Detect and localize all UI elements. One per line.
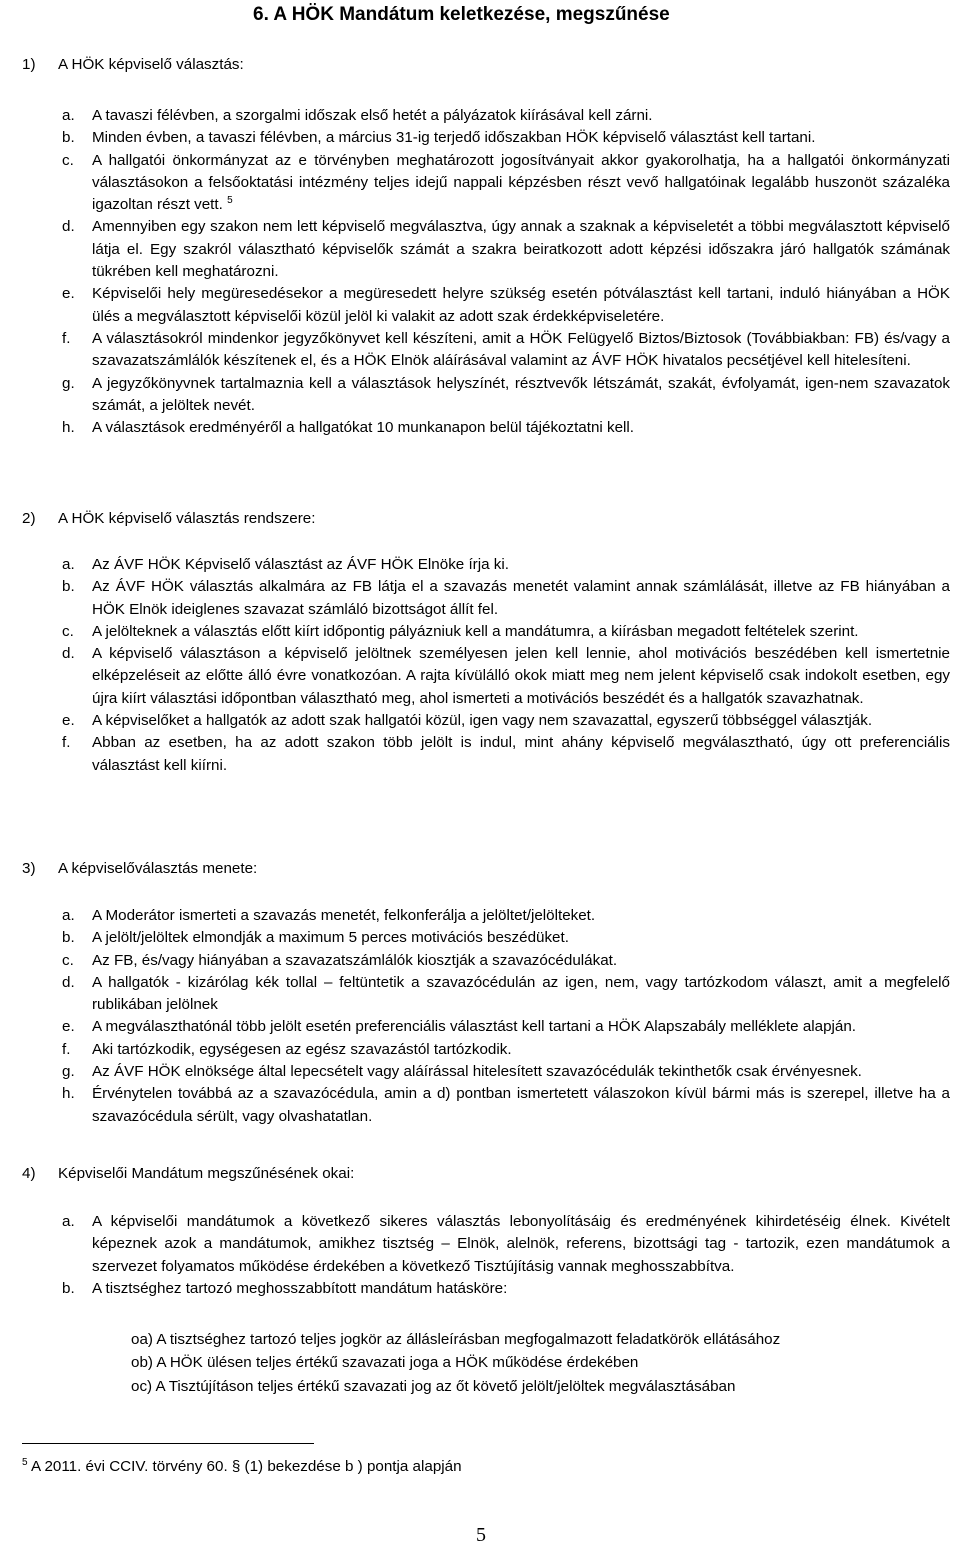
list-item [62,950,950,972]
item-text: Aki tartózkodik, egységesen az egész szavazástól tartózkodik. [92,1040,512,1058]
section-title: A képviselőválasztás menete: [58,860,258,877]
sub-list [131,1328,780,1398]
list-item [62,127,950,149]
section-number: 1) [22,56,36,73]
section-1-list [62,105,950,439]
list-item [62,643,950,710]
list-item [62,1211,950,1278]
item-letter: b. [62,1279,75,1297]
list-item [62,621,950,643]
item-letter: d. [62,973,75,991]
section-number: 4) [22,1165,36,1182]
item-letter: f. [62,734,71,752]
list-item [62,1016,950,1038]
item-letter: h. [62,419,75,437]
item-text: A képviselői mandátumok a következő sikeres választás lebonyolításáig és eredményének kihirdetéséig élnek. Kivételt képeznek azok a mandátumok, amikhez tisztség – Elnök, alelnök, referens, bizottsági tag - tartozik, ezen mandátumok a szervezet folyamatos működése érdekében a következő Tisztújításig vannak meghosszabbítva. [92,1213,950,1275]
list-item [62,1039,950,1061]
list-item [62,216,950,283]
item-text: A jelölteknek a választás előtt kiírt időpontig pályázniuk kell a mandátumra, a kiírásban megadott feltételek szerint. [92,622,859,640]
item-letter: a. [62,107,75,124]
item-text: A jelölt/jelöltek elmondják a maximum 5 perces motivációs beszédüket. [92,929,569,947]
page-number: 5 [476,1524,486,1546]
item-letter: e. [62,1018,75,1036]
item-text-body: A hallgatói önkormányzat az e törvényben meghatározott jogosítványait akkor gyakorolhatja, ha a hallgatói önkormányzati választásokon a felsőoktatási intézmény teljes idejű nappali képzésben részt vevő hallgatóinak legalább huszonöt százaléka igazoltan részt vett. [92,151,950,214]
section-4-list [62,1211,950,1300]
item-text: A tisztséghez tartozó meghosszabbított mandátum hatásköre: [92,1279,508,1297]
item-letter: g. [62,1063,75,1081]
section-4-title [22,1165,354,1182]
list-item [62,1083,950,1128]
section-3-list [62,905,950,1128]
list-item [62,1278,950,1300]
item-text: Minden évben, a tavaszi félévben, a március 31-ig terjedő időszakban HÖK képviselő választást kell tartani. [92,129,816,147]
footnote-mark: 5 [22,1456,28,1468]
section-number: 2) [22,510,36,527]
item-letter: g. [62,374,75,392]
item-text: Amennyiben egy szakon nem lett képviselő megválasztva, úgy annak a szaknak a képviseletét a többi megválasztott képviselő látja el. Egy szakról választható képviselők számát a szakra beiratkozott adott képzési időszakra járó hallgatók számának tükrében kell meghatározni. [92,218,950,281]
item-text: A jegyzőkönyvnek tartalmaznia kell a választások helyszínét, résztvevők létszámát, szakát, évfolyamát, igen-nem szavazatok számát, a jelöltek nevét. [92,374,950,414]
item-letter: a. [62,1213,75,1230]
item-letter: e. [62,712,75,730]
item-letter: d. [62,218,75,236]
list-item [62,732,950,777]
item-letter: c. [62,951,74,969]
footnote [22,1458,462,1475]
item-letter: a. [62,907,75,924]
section-2-list [62,554,950,777]
item-letter: d. [62,645,75,663]
item-letter: h. [62,1085,75,1103]
item-text [92,150,950,217]
list-item [62,105,950,127]
list-item [62,972,950,1017]
footnote-reference: 5 [227,195,233,207]
item-letter: f. [62,329,71,347]
item-text: A megválaszthatónál több jelölt esetén preferenciális választást kell tartani a HÖK Alapszabály melléklete alapján. [92,1018,857,1036]
sub-list-item: oa) A tisztséghez tartozó teljes jogkör az állásleírásban megfogalmazott feladatkörök ellátásához [131,1331,781,1348]
item-letter: b. [62,129,75,147]
sub-list-item: ob) A HÖK ülésen teljes értékű szavazati joga a HÖK működése érdekében [131,1354,639,1372]
item-letter: f. [62,1040,71,1058]
footnote-separator [22,1443,314,1444]
list-item [62,905,950,927]
list-item [62,417,950,439]
item-text: Abban az esetben, ha az adott szakon több jelölt is indul, mint ahány képviselő megválasztható, úgy ott preferenciális választást kell kiírni. [92,734,950,774]
list-item [62,927,950,949]
list-item [62,576,950,621]
section-title: A HÖK képviselő választás rendszere: [58,510,316,527]
section-number: 3) [22,860,36,877]
section-3-title [22,860,257,877]
item-text: A képviselő választáson a képviselő jelöltnek személyesen jelen kell lennie, ahol motivációs beszédében kell ismertetnie elképzeléseit az előtte álló évre vonatkozóan. A rajta kívülálló okok miatt meg nem jelent képviselő csak indokolt esetben, egy újra kiírt választási időpontban választható meg, ahol ismerteti a motivációs beszédét és a hallgatók szavazhatnak. [92,645,950,707]
item-text: Az FB, és/vagy hiányában a szavazatszámlálók kiosztják a szavazócédulákat. [92,951,618,969]
item-text: A képviselőket a hallgatók az adott szak hallgatói közül, igen vagy nem szavazattal, egyszerű többséggel választják. [92,712,873,730]
item-text: Érvénytelen továbbá az a szavazócédula, amin a d) pontban ismertetett válaszokon kívül bármi más is szerepel, illetve ha a szavazócédula sérült, vagy olvashatatlan. [92,1085,950,1125]
list-item [62,1061,950,1083]
list-item [62,328,950,373]
item-text: A választások eredményéről a hallgatókat 10 munkanapon belül tájékoztatni kell. [92,419,635,437]
item-letter: b. [62,578,75,596]
item-text: A Moderátor ismerteti a szavazás menetét, felkonferálja a jelöltet/jelölteket. [92,907,596,924]
section-1-title [22,56,244,73]
item-letter: c. [62,151,74,169]
item-letter: e. [62,285,75,303]
list-item [62,373,950,418]
item-letter: c. [62,622,74,640]
list-item [62,554,950,576]
footnote-text: A 2011. évi CCIV. törvény 60. § (1) bekezdése b ) pontja alapján [30,1458,462,1475]
item-text: Az ÁVF HÖK választás alkalmára az FB látja el a szavazás menetét valamint annak számlálását, illetve az FB hiányában a HÖK Elnök ideiglenes szavazat számláló bizottságot állít fel. [92,578,950,618]
item-text: A hallgatók - kizárólag kék tollal – feltüntetik a szavazócédulán az igen, nem, vagy tartózkodom választ, amit a megfelelő rublikában jelölnek [92,973,950,1014]
item-text: A választásokról mindenkor jegyzőkönyvet kell készíteni, amit a HÖK Felügyelő Biztos/Biztosok (Továbbiakban: FB) és/vagy a szavazatszámlálók készítenek el, és a HÖK Elnök aláírásával valamint az ÁVF HÖK hivatalos pecsétjével kell hitelesíteni. [92,329,950,370]
item-text: A tavaszi félévben, a szorgalmi időszak első hetét a pályázatok kiírásával kell zárni. [92,107,653,124]
item-text: Képviselői hely megüresedésekor a megüresedett helyre szükség esetén pótválasztást kell tartani, induló hiányában a HÖK ülés a megválasztott képviselői közül jelöl ki valakit az adott szak érdekképviseletére. [92,285,950,325]
list-item [62,283,950,328]
item-text: Az ÁVF HÖK Képviselő választást az ÁVF HÖK Elnöke írja ki. [92,556,509,573]
section-title: Képviselői Mandátum megszűnésének okai: [58,1165,355,1182]
item-letter: b. [62,929,75,947]
section-2-title [22,510,315,527]
list-item [62,710,950,732]
list-item [62,150,950,217]
item-text: Az ÁVF HÖK elnöksége által lepecsételt vagy aláírással hitelesített szavazócédulák tekinthetők csak érvényesnek. [92,1063,862,1081]
item-letter: a. [62,556,75,573]
page-heading: 6. A HÖK Mandátum keletkezése, megszűnése [253,4,670,25]
sub-list-item: oc) A Tisztújításon teljes értékű szavazati jog az őt követő jelölt/jelöltek megválasztásában [131,1377,736,1395]
section-title: A HÖK képviselő választás: [58,56,244,73]
